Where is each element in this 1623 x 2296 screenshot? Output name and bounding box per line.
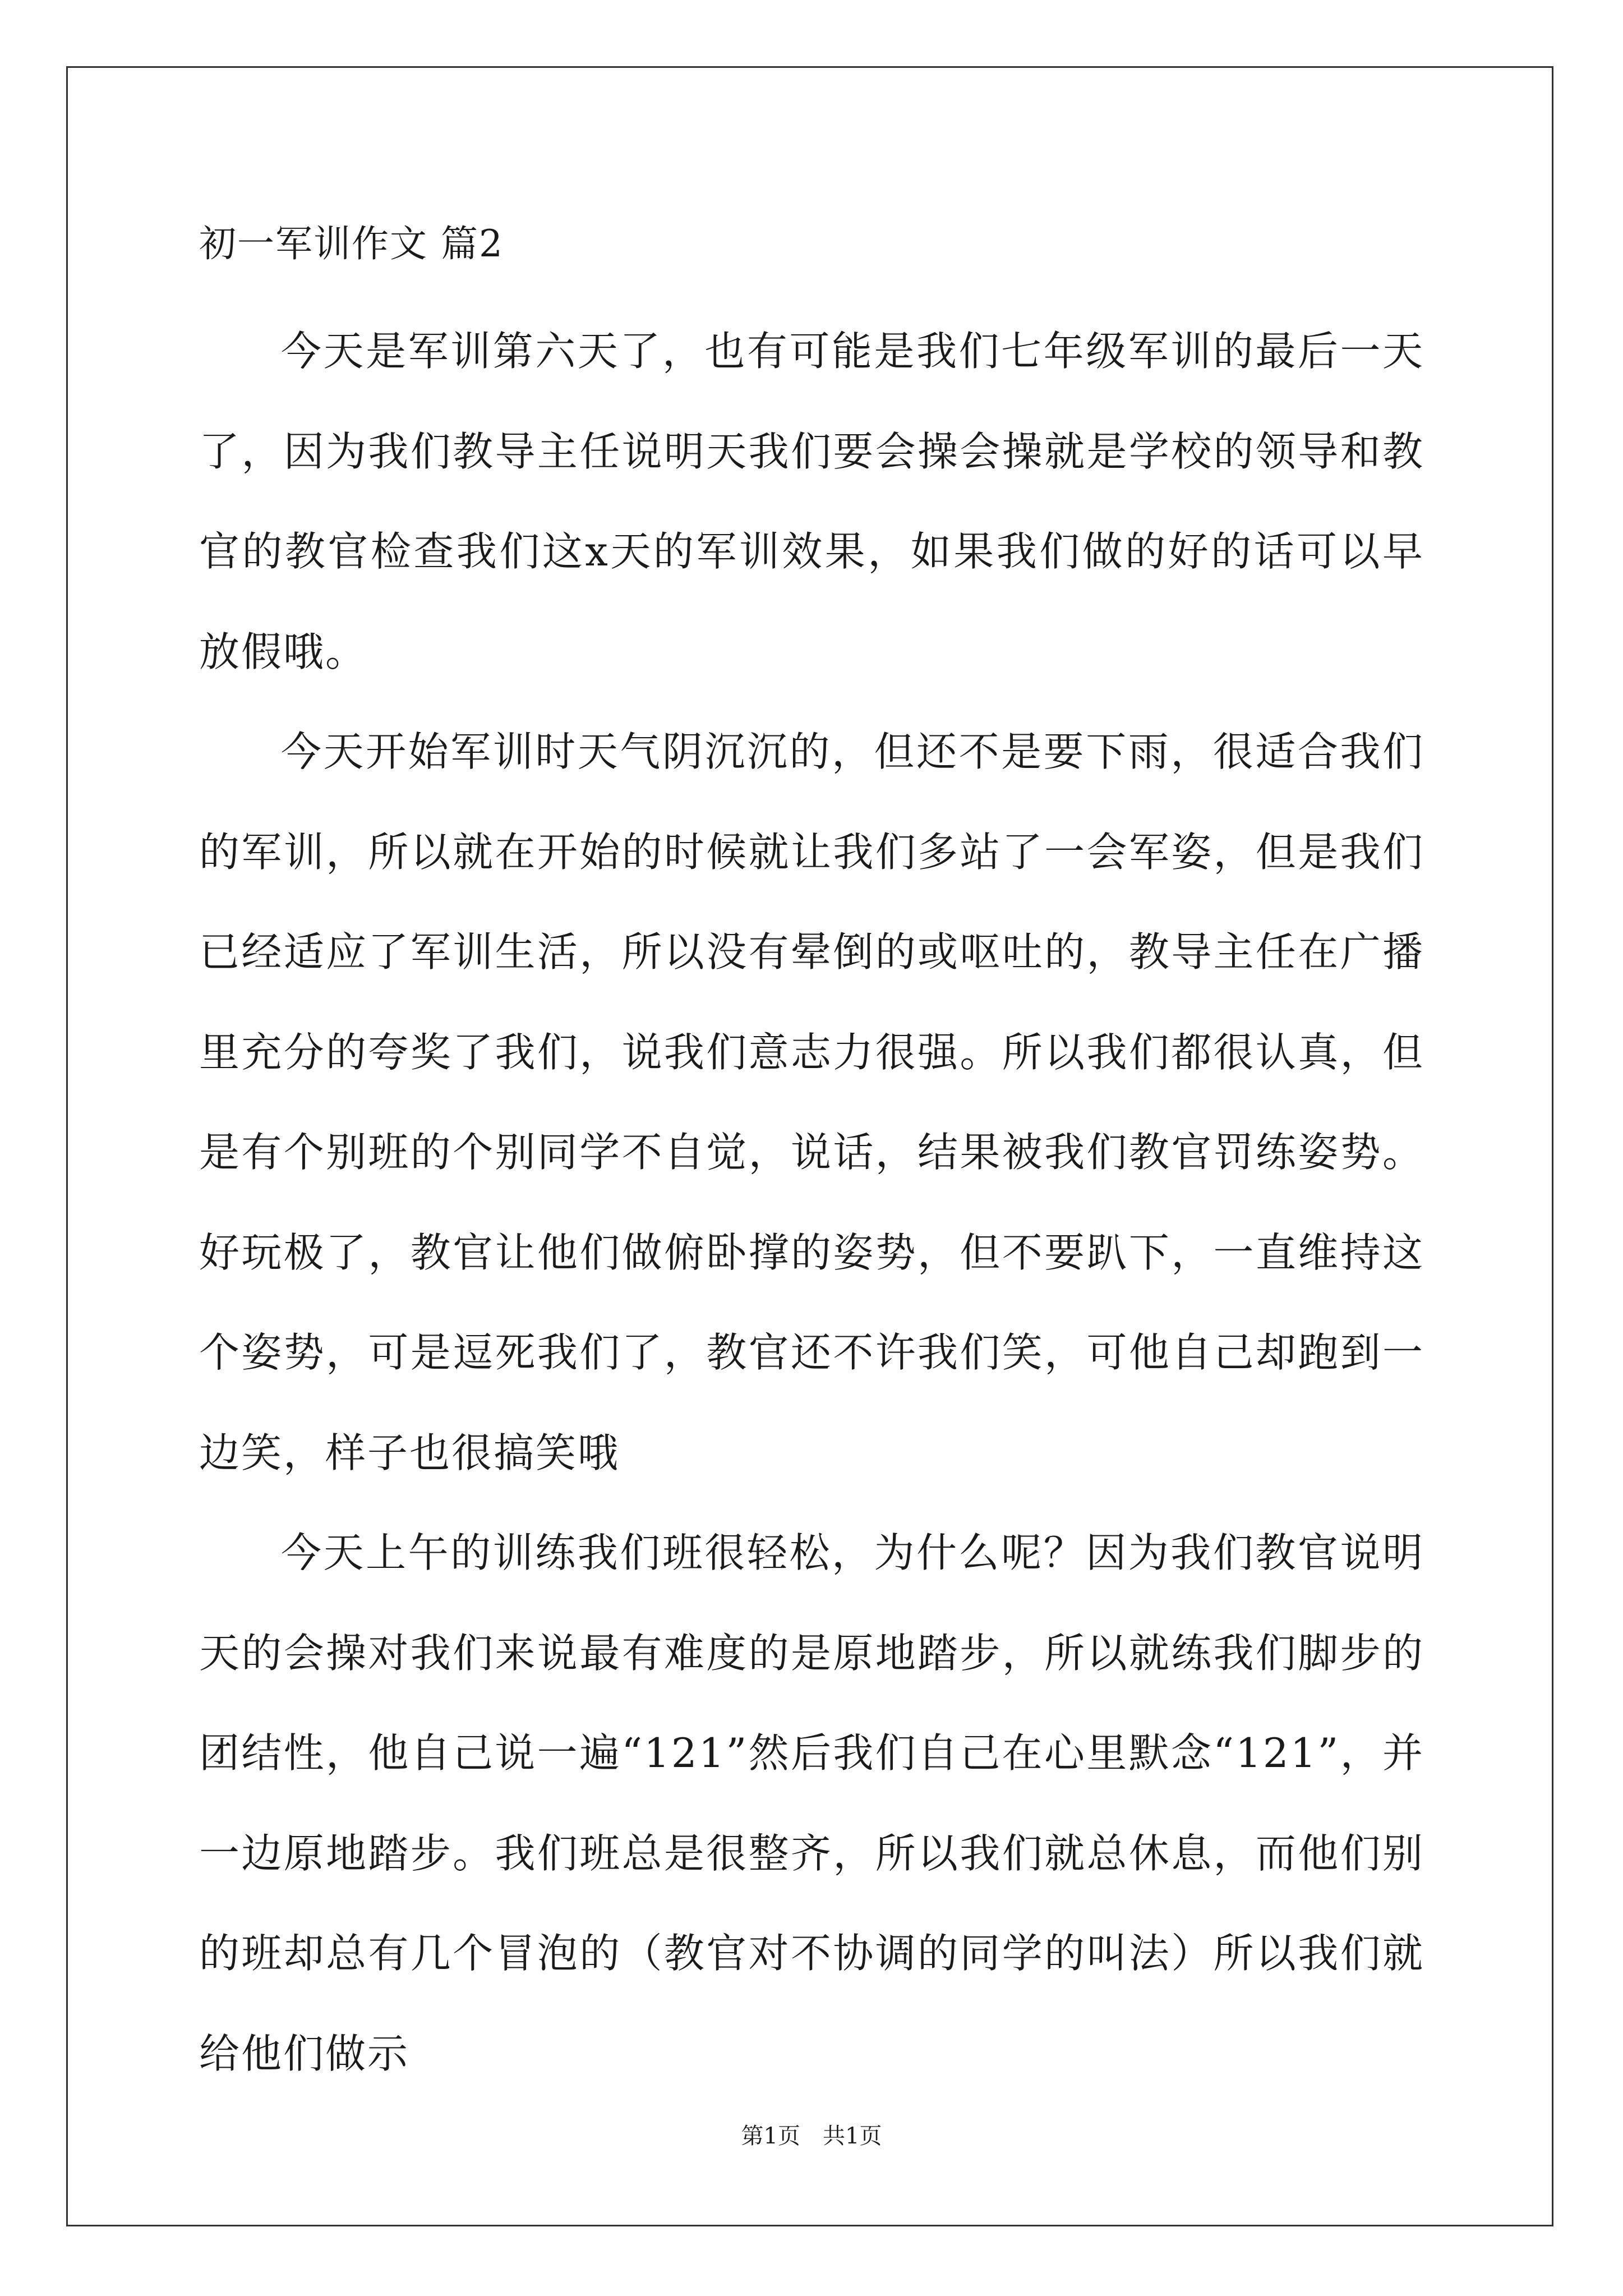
paragraph-2: 今天开始军训时天气阴沉沉的，但还不是要下雨，很适合我们的军训，所以就在开始的时候就让我们多站了一会军姿，但是我们已经适应了军训生活，所以没有晕倒的或呕吐的，教导主任在广播里充分的夸奖了我们，说我们意志力很强。所以我们都很认真，但是有个别班的个别同学不自觉，说话，结果被我们教官罚练姿势。好玩极了，教官让他们做俯卧撑的姿势，但不要趴下，一直维持这个姿势，可是逗死我们了，教官还不许我们笑，可他自己却跑到一边笑，样子也很搞笑哦 — [199, 728, 1424, 1476]
page-footer: 第1页 共1页 — [741, 2123, 882, 2149]
paragraph-3: 今天上午的训练我们班很轻松，为什么呢？因为我们教官说明天的会操对我们来说最有难度的是原地踏步，所以就练我们脚步的团结性，他自己说一遍“121”然后我们自己在心里默念“121”，并一边原地踏步。我们班总是很整齐，所以我们就总休息，而他们别的班却总有几个冒泡的（教官对不协调的同学的叫法）所以我们就给他们做示 — [199, 1529, 1424, 2077]
document-title: 初一军训作文 篇2 — [199, 222, 504, 265]
document-body — [199, 222, 1424, 2104]
paragraph-1: 今天是军训第六天了，也有可能是我们七年级军训的最后一天了，因为我们教导主任说明天我们要会操会操就是学校的领导和教官的教官检查我们这x天的军训效果，如果我们做的好的话可以早放假哦。 — [199, 328, 1424, 675]
